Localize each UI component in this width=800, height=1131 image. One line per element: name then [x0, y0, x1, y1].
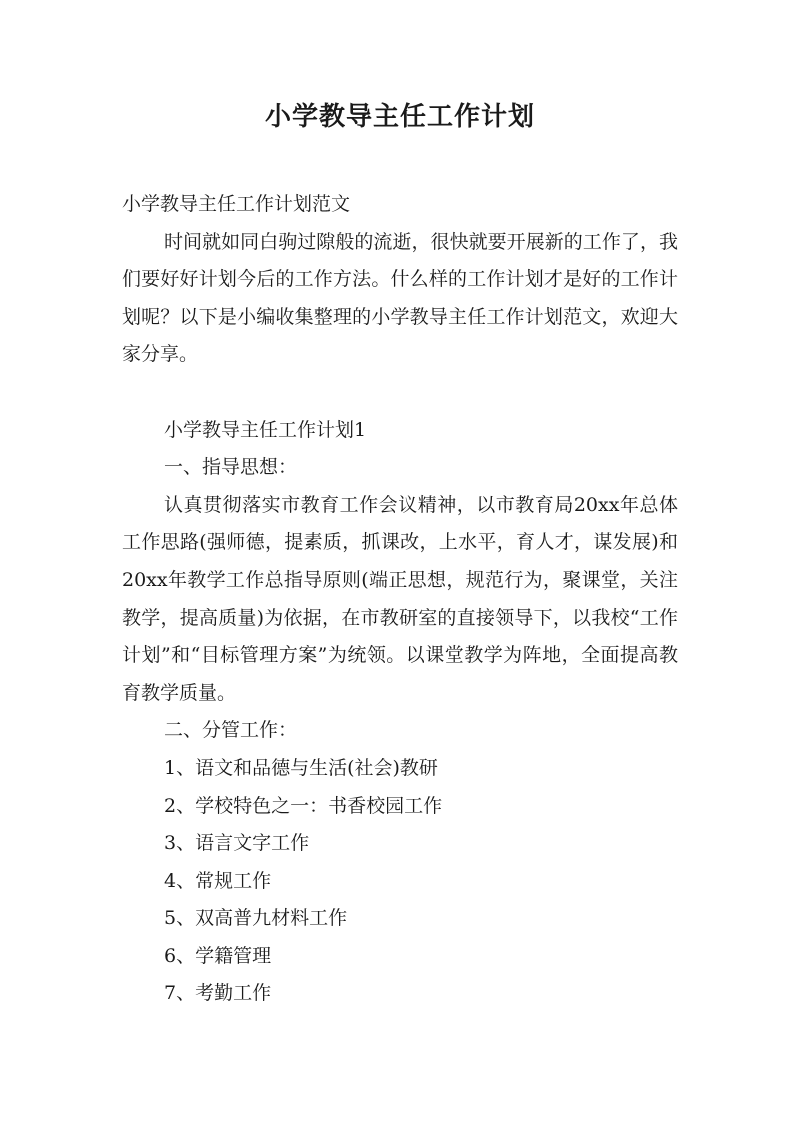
duties-list — [122, 750, 678, 1013]
document-subtitle: 小学教导主任工作计划范文 — [122, 193, 351, 215]
list-item: 1、语文和品德与生活(社会)教研 — [164, 756, 438, 779]
plan-heading: 小学教导主任工作计划1 — [164, 418, 367, 441]
paragraph-spacer — [122, 374, 678, 412]
section-heading-responsibilities: 二、分管工作： — [164, 719, 298, 742]
section-heading-guiding-thought: 一、指导思想： — [164, 456, 298, 479]
list-item: 5、双高普九材料工作 — [164, 907, 348, 930]
list-item: 6、学籍管理 — [164, 944, 272, 967]
guiding-thought-paragraph: 认真贯彻落实市教育工作会议精神，以市教育局20xx年总体工作思路(强师德，提素质，抓课改，上水平，育人才，谋发展)和20xx年教学工作总指导原则(端正思想，规范行为，聚课堂，关注教学，提高质量)为依据，在市教研室的直接领导下，以我校“工作计划”和“目标管理方案”为统领。以课堂教学为阵地，全面提高教育教学质量。 — [122, 493, 678, 704]
list-item: 7、考勤工作 — [164, 982, 272, 1005]
document-title: 小学教导主任工作计划 — [264, 102, 535, 132]
list-item: 2、学校特色之一：书香校园工作 — [164, 794, 443, 817]
document-body — [122, 186, 678, 1013]
list-item: 3、语言文字工作 — [164, 832, 310, 855]
list-item: 4、常规工作 — [164, 869, 272, 892]
intro-paragraph: 时间就如同白驹过隙般的流逝，很快就要开展新的工作了，我们要好好计划今后的工作方法。什么样的工作计划才是好的工作计划呢？以下是小编收集整理的小学教导主任工作计划范文，欢迎大家分享。 — [122, 230, 678, 366]
